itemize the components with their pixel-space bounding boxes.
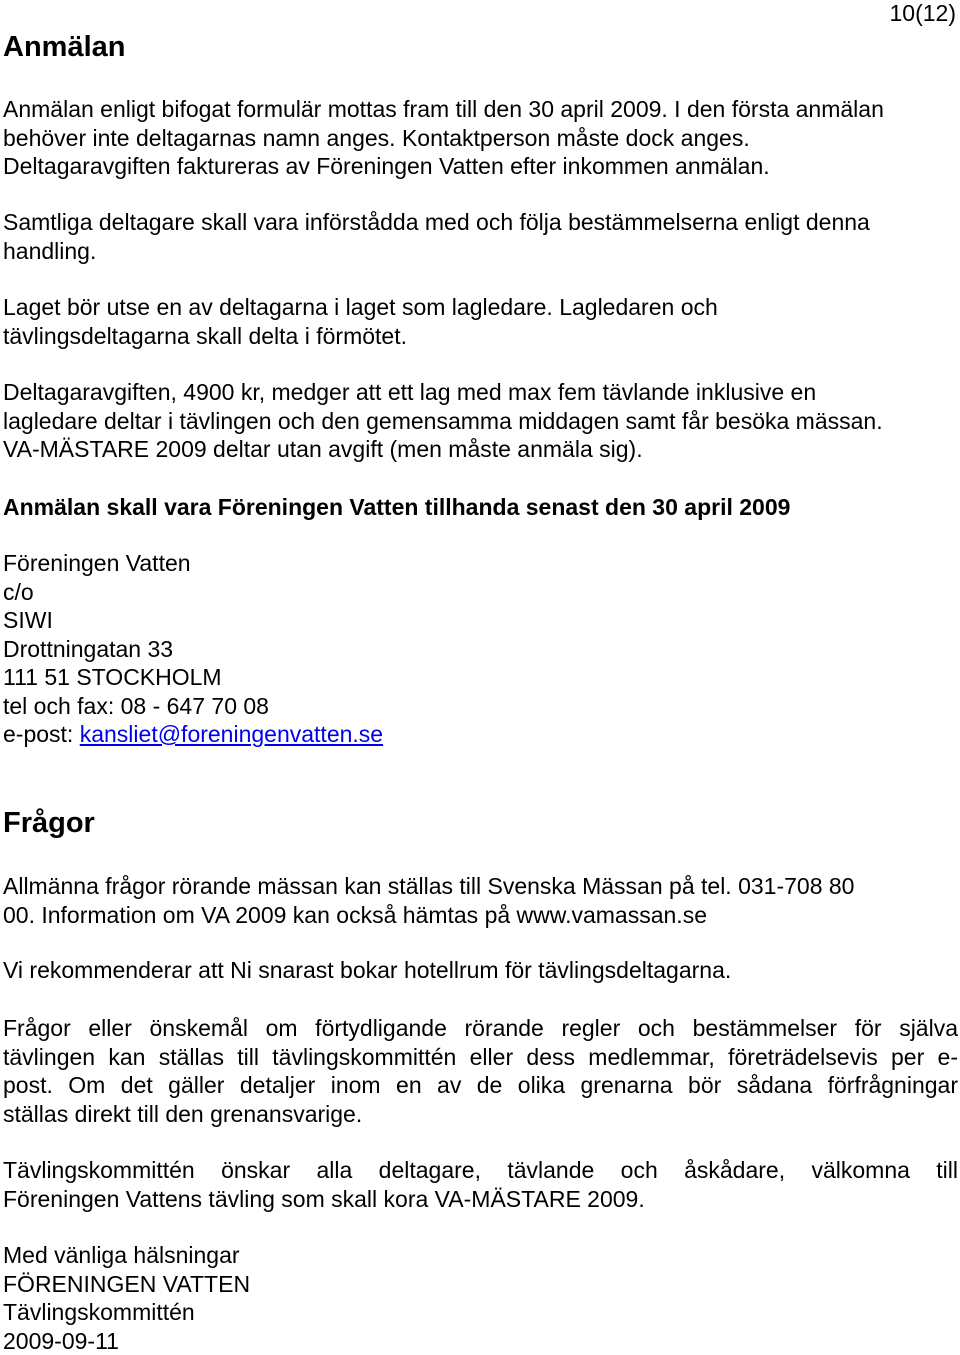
team-leader-paragraph [3,293,958,350]
section-title-fragor: Frågor [3,806,95,840]
rules-paragraph [3,208,958,265]
address-line: tel och fax: 08 - 647 70 08 [3,692,958,721]
text-line: 00. Information om VA 2009 kan också hämtas på www.vamassan.se [3,901,958,930]
text-line: Samtliga deltagare skall vara införstådda med och följa bestämmelserna enligt denna [3,208,958,237]
email-link[interactable]: kansliet@foreningenvatten.se [80,721,383,747]
fee-paragraph [3,378,958,464]
text-line: Deltagaravgiften faktureras av Föreningen Vatten efter inkommen anmälan. [3,152,958,181]
deadline-text: Anmälan skall vara Föreningen Vatten tillhanda senast den 30 april 2009 [3,493,958,522]
text-line: Föreningen Vattens tävling som skall kora VA-MÄSTARE 2009. [3,1185,958,1214]
signature-line: Tävlingskommittén [3,1298,958,1327]
address-line: Drottningatan 33 [3,635,958,664]
text-line: Allmänna frågor rörande mässan kan ställas till Svenska Mässan på tel. 031-708 80 [3,872,958,901]
section-title-anmalan: Anmälan [3,30,125,64]
general-questions-paragraph [3,872,958,929]
address-line: SIWI [3,606,958,635]
signature-line: Med vänliga hälsningar [3,1241,958,1270]
closing-signature [3,1241,958,1355]
text-line: handling. [3,237,958,266]
welcome-paragraph [3,1156,958,1213]
address-block [3,549,958,749]
text-line: Frågor eller önskemål om förtydligande rörande regler och bestämmelser för själva [3,1014,958,1043]
clarification-paragraph [3,1014,958,1128]
text-line: behöver inte deltagarnas namn anges. Kontaktperson måste dock anges. [3,124,958,153]
email-line [3,720,958,749]
signature-line: FÖRENINGEN VATTEN [3,1270,958,1299]
email-label: e-post: [3,721,80,747]
text-line: Vi rekommenderar att Ni snarast bokar hotellrum för tävlingsdeltagarna. [3,956,958,985]
text-line: VA-MÄSTARE 2009 deltar utan avgift (men måste anmäla sig). [3,435,958,464]
text-line: post. Om det gäller detaljer inom en av de olika grenarna bör sådana förfrågningar [3,1071,958,1100]
address-line: c/o [3,578,958,607]
text-line: Laget bör utse en av deltagarna i laget som lagledare. Lagledaren och [3,293,958,322]
text-line: Anmälan enligt bifogat formulär mottas fram till den 30 april 2009. I den första anmälan [3,95,958,124]
signature-date: 2009-09-11 [3,1327,958,1355]
text-line: Tävlingskommittén önskar alla deltagare, tävlande och åskådare, välkomna till [3,1156,958,1185]
address-line: 111 51 STOCKHOLM [3,663,958,692]
address-line: Föreningen Vatten [3,549,958,578]
text-line: Deltagaravgiften, 4900 kr, medger att ett lag med max fem tävlande inklusive en [3,378,958,407]
text-line: tävlingsdeltagarna skall delta i förmötet. [3,322,958,351]
text-line: lagledare deltar i tävlingen och den gemensamma middagen samt får besöka mässan. [3,407,958,436]
deadline-notice [3,493,958,522]
page-number: 10(12) [890,0,956,26]
hotel-paragraph [3,956,958,985]
registration-paragraph [3,95,958,181]
text-line: ställas direkt till den grenansvarige. [3,1100,958,1129]
text-line: tävlingen kan ställas till tävlingskommittén eller dess medlemmar, företrädelsevis per e- [3,1043,958,1072]
